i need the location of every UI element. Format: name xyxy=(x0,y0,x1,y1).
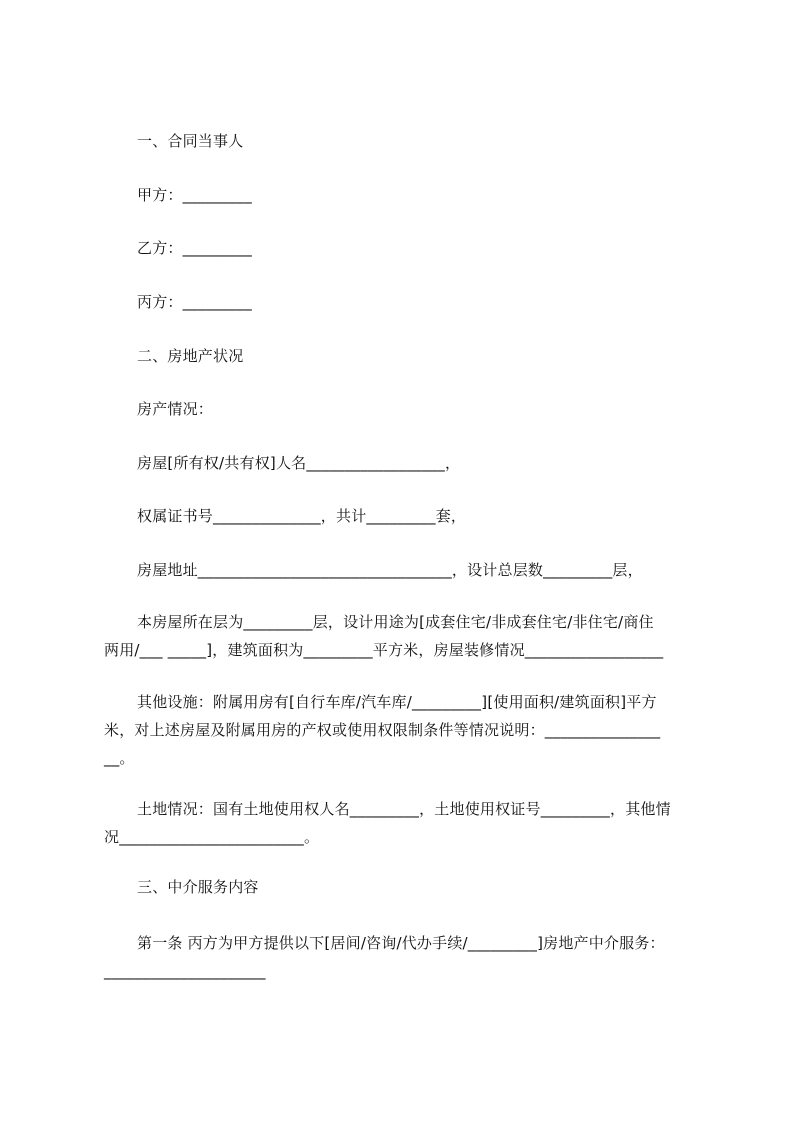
facility-paragraph-line-2: 米，对上述房屋及附属用房的产权或使用权限制条件等情况说明：_______________ xyxy=(104,721,661,739)
facility-paragraph-line-3: __。 xyxy=(104,749,135,767)
floor-paragraph xyxy=(104,608,700,664)
land-paragraph-line-1: 土地情况：国有土地使用权人名_________，土地使用权证号_________，其他情 xyxy=(137,800,671,818)
article-1-paragraph xyxy=(104,929,700,985)
party-a-line: 甲方：_________ xyxy=(137,186,252,204)
section-3-heading: 三、中介服务内容 xyxy=(137,878,259,896)
party-c-line: 丙方：_________ xyxy=(137,293,252,311)
floor-paragraph-line-1: 本房屋所在层为_________层，设计用途为[成套住宅/非成套住宅/非住宅/商住 xyxy=(137,613,654,631)
party-b-line: 乙方：_________ xyxy=(137,239,252,257)
land-paragraph-line-2: 况________________________。 xyxy=(104,828,320,846)
land-paragraph xyxy=(104,795,700,851)
address-line: 房屋地址_________________________________，设计总层数_________层， xyxy=(137,561,643,579)
article-1-line-2: _____________________ xyxy=(104,962,266,980)
facility-paragraph xyxy=(104,688,700,772)
owner-line: 房屋[所有权/共有权]人名__________________， xyxy=(137,454,461,472)
facility-paragraph-line-1: 其他设施：附属用房有[自行车库/汽车库/_________][使用面积/建筑面积]平方 xyxy=(137,693,657,711)
section-1-heading: 一、合同当事人 xyxy=(137,132,244,150)
floor-paragraph-line-2: 两用/___ _____]，建筑面积为_________平方米，房屋装修情况__________________ xyxy=(104,641,664,659)
article-1-line-1: 第一条 丙方为甲方提供以下[居间/咨询/代办手续/_________]房地产中介服务： xyxy=(137,934,665,952)
section-2-heading: 二、房地产状况 xyxy=(137,347,244,365)
certificate-line: 权属证书号______________，共计_________套， xyxy=(137,507,467,525)
property-label: 房产情况： xyxy=(137,400,214,418)
